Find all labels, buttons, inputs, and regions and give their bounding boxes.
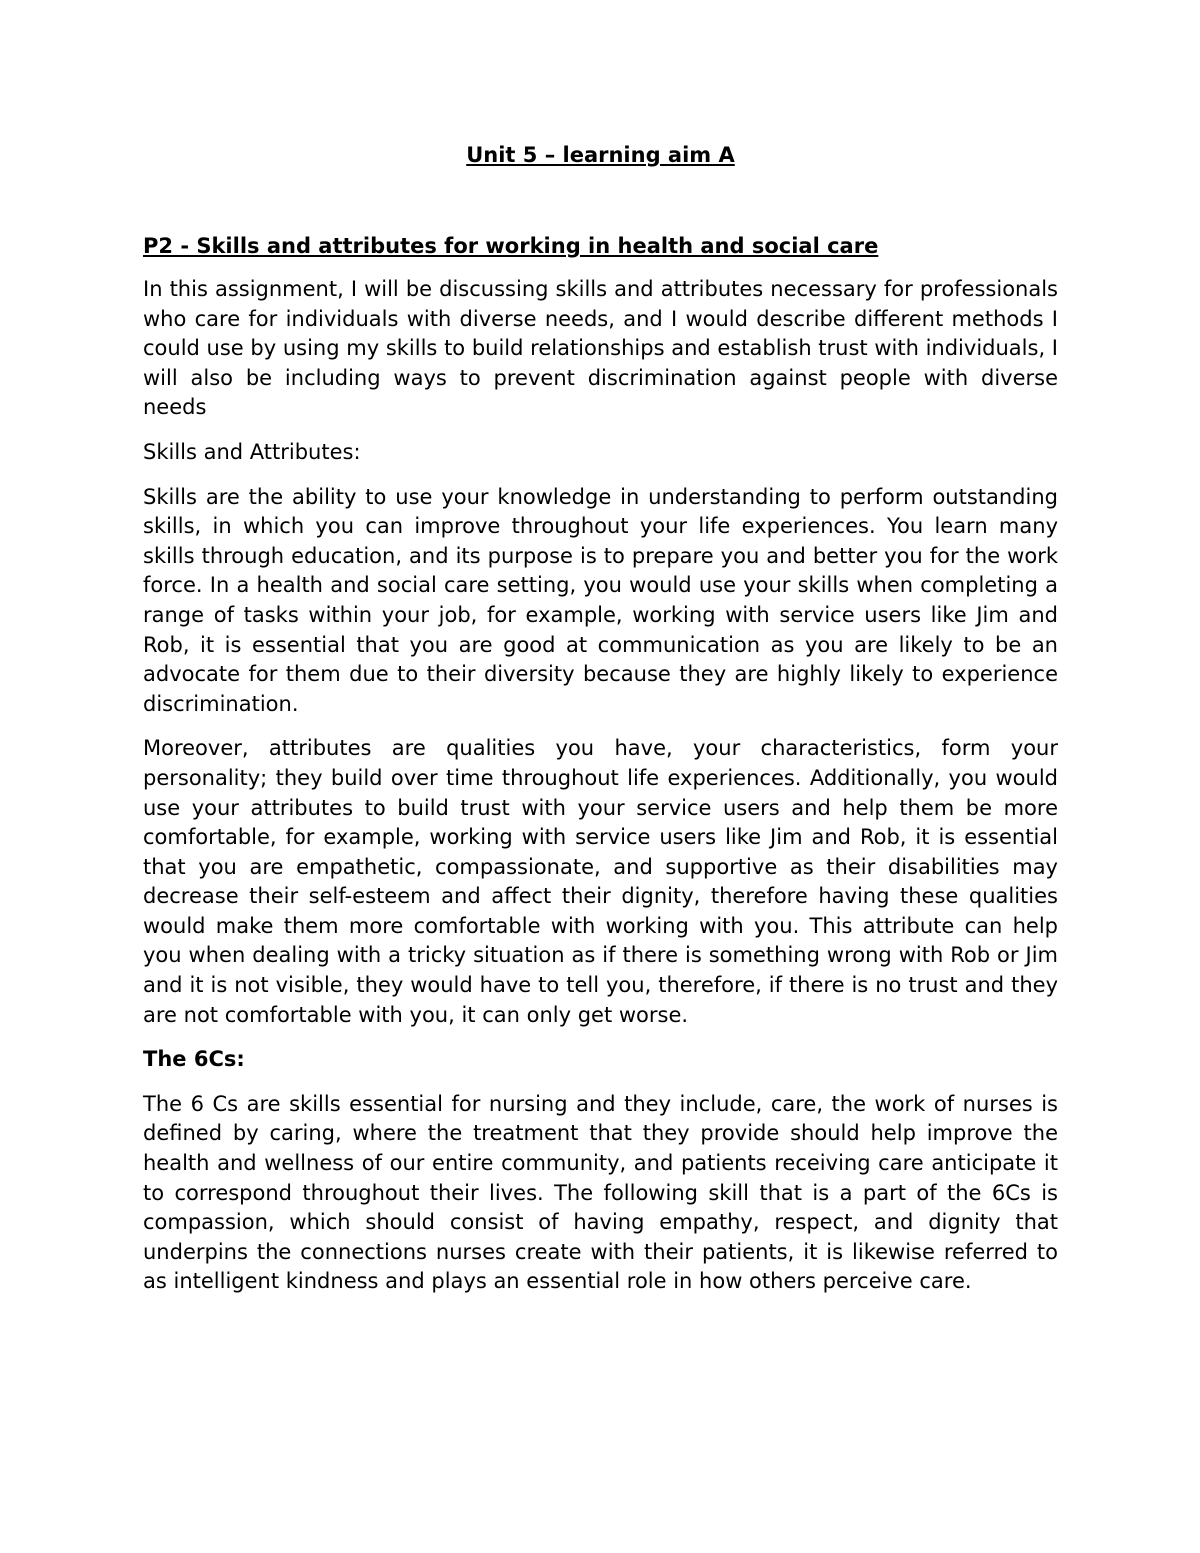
six-cs-paragraph: The 6 Cs are skills essential for nursing and they include, care, the work of nurses is defined by caring, where the treatment that they provide should help improve the health and wellness of our entire community, and patients receiving care anticipate it to correspond throughout their lives. The following skill that is a part of the 6Cs is compassion, which should consist of having empathy, respect, and dignity that underpins the connections nurses create with their patients, it is likewise referred to as intelligent kindness and plays an essential role in how others perceive care. <box>143 1091 1058 1294</box>
section-heading: P2 - Skills and attributes for working in health and social care <box>143 234 879 258</box>
intro-paragraph: In this assignment, I will be discussing skills and attributes necessary for professionals who care for individuals with diverse needs, and I would describe different methods I could use by using my skills to build relationships and establish trust with individuals, I will also be including ways to prevent discrimination against people with diverse needs <box>143 277 1058 420</box>
document-title: Unit 5 – learning aim A <box>466 143 735 167</box>
six-cs-heading: The 6Cs: <box>143 1047 245 1072</box>
skills-paragraph: Skills are the ability to use your knowledge in understanding to perform outstanding skills, in which you can improve throughout your life experiences. You learn many skills through education, and its purpose is to prepare you and better you for the work force. In a health and social care setting, you would use your skills when completing a range of tasks within your job, for example, working with service users like Jim and Rob, it is essential that you are good at communication as you are likely to be an advocate for them due to their diversity because they are highly likely to experience discrimination. <box>143 484 1058 716</box>
document-body <box>143 140 1058 1312</box>
skills-attributes-heading: Skills and Attributes: <box>143 439 361 464</box>
attributes-paragraph: Moreover, attributes are qualities you have, your characteristics, form your personality; they build over time throughout life experiences. Additionally, you would use your attributes to build trust with your service users and help them be more comfortable, for example, working with service users like Jim and Rob, it is essential that you are empathetic, compassionate, and supportive as their disabilities may decrease their self-esteem and affect their dignity, therefore having these qualities would make them more comfortable with working with you. This attribute can help you when dealing with a tricky situation as if there is something wrong with Rob or Jim and it is not visible, they would have to tell you, therefore, if there is no trust and they are not comfortable with you, it can only get worse. <box>143 736 1058 1027</box>
